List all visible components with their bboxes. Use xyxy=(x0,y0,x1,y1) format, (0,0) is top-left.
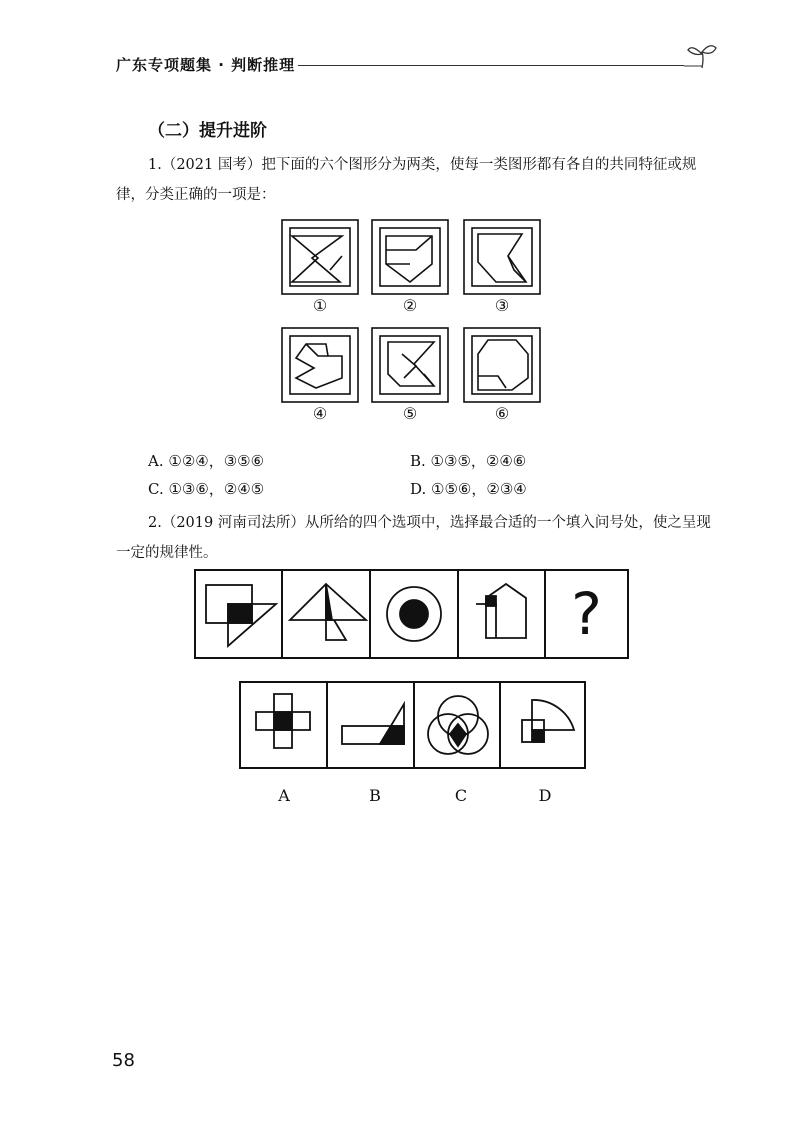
q1-figure-label-3: ③ xyxy=(494,296,510,315)
section-title: （二）提升进阶 xyxy=(148,121,267,141)
q2-question-mark: ? xyxy=(571,580,602,648)
q2-answer-label-a: A xyxy=(278,786,290,805)
q2-answer-label-c: C xyxy=(454,786,468,805)
q1-option-c: C. ①③⑥，②④⑤ xyxy=(148,480,265,498)
q2-answer-figure-a xyxy=(256,694,310,748)
q1-figure-label-2: ② xyxy=(402,296,418,315)
question-2-text: 2.（2019 河南司法所）从所给的四个选项中，选择最合适的一个填入问号处，使之呈现一定的规律性。 xyxy=(116,515,711,561)
q1-figure-label-5: ⑤ xyxy=(402,404,418,423)
page-number: 58 xyxy=(112,1050,135,1071)
q1-figure-label-4: ④ xyxy=(312,404,328,423)
q2-answer-figure-d xyxy=(522,700,574,742)
q1-figure-label-6: ⑥ xyxy=(494,404,510,423)
q2-answer-figure-c xyxy=(428,696,488,754)
q1-option-a: A. ①②④，③⑤⑥ xyxy=(148,452,265,470)
q2-answer-figure-b xyxy=(342,704,404,744)
q2-answer-label-d: D xyxy=(538,786,552,805)
question-1-text: 1.（2021 国考）把下面的六个图形分为两类，使每一类图形都有各自的共同特征或规律，分类正确的一项是： xyxy=(116,157,697,203)
q1-option-b: B. ①③⑤，②④⑥ xyxy=(410,452,527,470)
q1-figure-label-1: ① xyxy=(312,296,328,315)
q1-option-d: D. ①⑤⑥，②③④ xyxy=(410,480,527,498)
q2-answer-label-b: B xyxy=(369,786,381,805)
header-title: 广东专项题集 · 判断推理 xyxy=(116,56,296,74)
